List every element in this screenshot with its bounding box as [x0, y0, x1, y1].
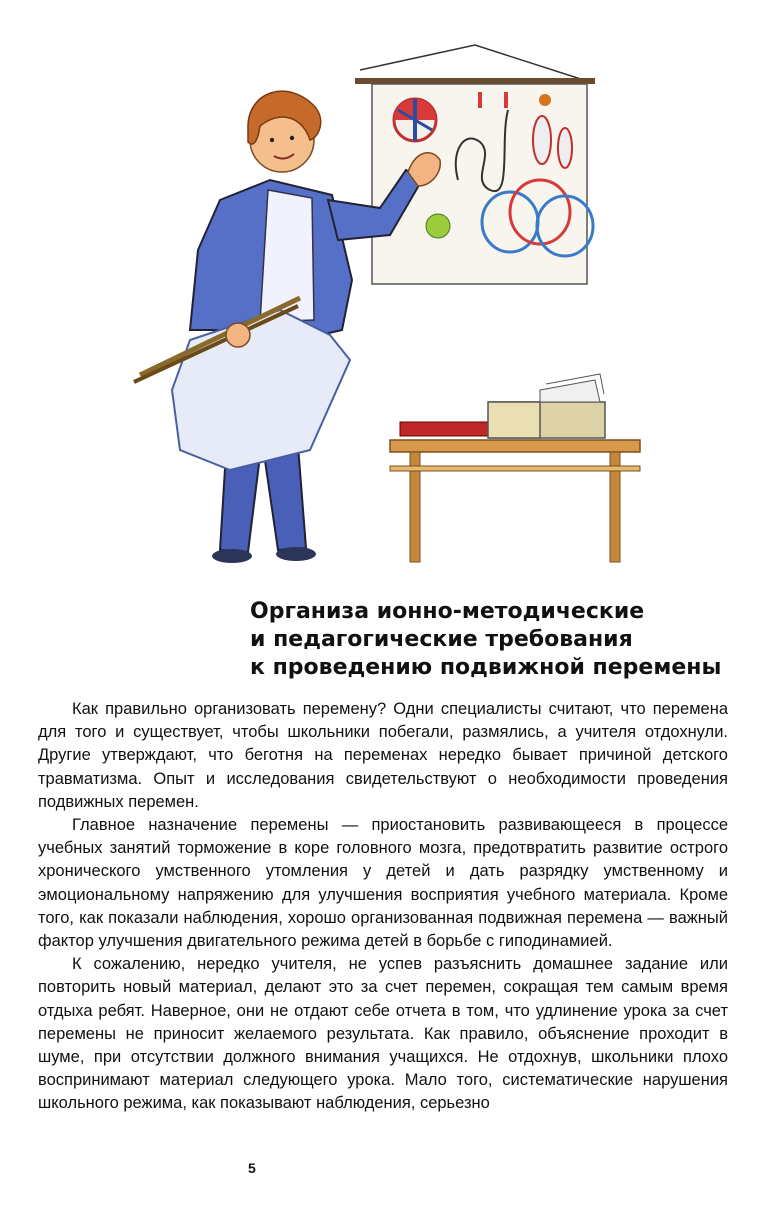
table — [390, 440, 640, 452]
title-line-3: к проведению подвижной перемены — [250, 655, 722, 680]
title-line-2: и педагогические требования — [250, 627, 633, 652]
body-text — [38, 698, 728, 1116]
white-flag — [172, 310, 350, 470]
section-title — [250, 598, 750, 682]
paragraph: К сожалению, нередко учителя, не успев разъяснить домашнее задание или повторить новый материал, делают это за счет перемен, сокращая тем самым время отдыха ребят. Наверное, они не отдают себе отчета в том, что удлинение урока за счет перемены не приносит желаемого результата. Как правило, объяснение проходит в шуме, при отсутствии должного внимания учащихся. Не отдохнув, школьники плохо воспринимают материал следующего урока. Мало того, систематические нарушения школьного режима, как показывают наблюдения, серьезно — [38, 955, 728, 1113]
title-line-1: Организа ионно-методические — [250, 599, 645, 624]
paragraph: Как правильно организовать перемену? Одни специалисты считают, что перемена для того и существует, чтобы школьники побегали, размялись, а учителя отдохнули. Другие утверждают, что беготня на переменах нередко бывает причиной детского травматизма. Опыт и исследования свидетельствуют о необходимости проведения подвижных перемен. — [38, 700, 728, 811]
paragraph: Главное назначение перемены — приостановить развивающееся в процессе учебных занятий торможение в коре головного мозга, предотвратить развитие острого хронического умственного утомления у детей и дать разрядку умственному и эмоциональному напряжению для улучшения восприятия учебного материала. Кроме того, как показали наблюдения, хорошо организованная подвижная перемена — важный фактор улучшения двигательного режима детей в борьбе с гиподинамией. — [38, 816, 728, 951]
teacher-illustration — [120, 30, 650, 575]
page-number: 5 — [248, 1160, 256, 1176]
